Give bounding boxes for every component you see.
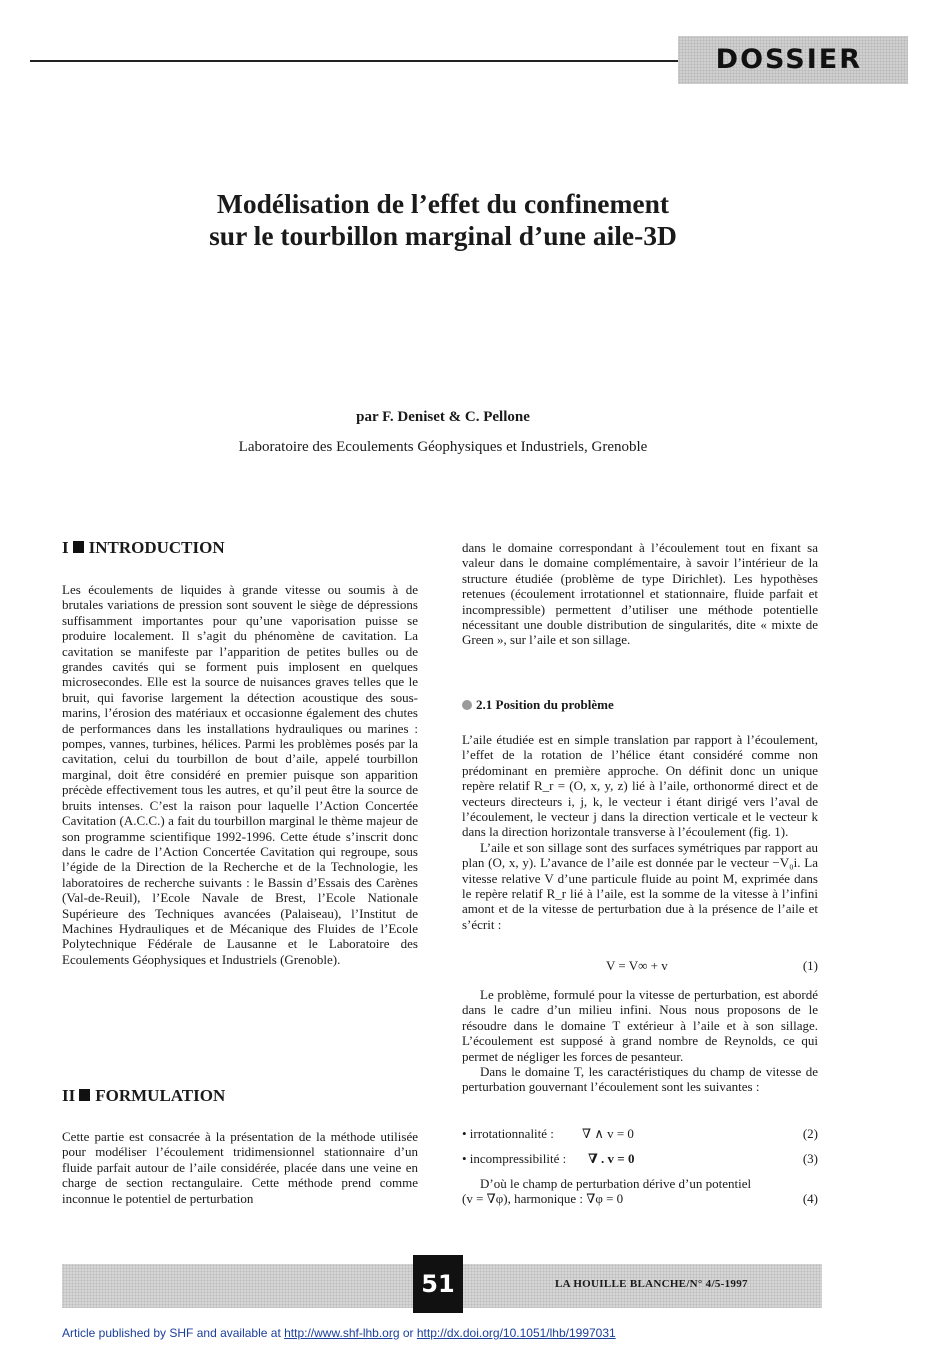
square-bullet-icon xyxy=(73,541,84,553)
article-title xyxy=(0,188,886,252)
notice-prefix: Article published by SHF and available at xyxy=(62,1326,285,1340)
subsection-paragraph-2: L’aile et son sillage sont des surfaces symétriques par rapport au plan (O, x, y). L’avance de l’aile est donnée par le vecteur −V₀i. La vitesse relative V d’une particule fluide au point M, exprimée dans le repère relatif R_r lié à l’aile, est la somme de la vitesse à l’infini amont et de la vitesse de perturbation due à la présence de l’aile et s’écrit : xyxy=(462,839,818,932)
intro-body xyxy=(62,582,418,967)
equation-2-number: (2) xyxy=(802,1126,818,1141)
grey-dot-icon xyxy=(462,700,472,710)
equation-4 xyxy=(462,1191,818,1209)
section-label: DOSSIER xyxy=(715,44,862,75)
equation-4-formula: (v = ∇φ), harmonique : ∇φ = 0 xyxy=(462,1191,624,1206)
formulation-title: FORMULATION xyxy=(95,1086,226,1105)
equation-1-formula: V = V∞ + v xyxy=(606,958,668,973)
shf-link[interactable]: http://www.shf-lhb.org xyxy=(284,1326,400,1340)
subsection-body-cont xyxy=(462,987,818,1095)
affiliation: Laboratoire des Ecoulements Géophysiques et Industriels, Grenoble xyxy=(238,439,648,455)
intro-paragraph: Les écoulements de liquides à grande vitesse ou soumis à de brutales variations de pression sont souvent le siège de dépressions suffisamment importantes pour qu’une vaporisation puisse se produire localement. Il s’agit du phénomène de cavitation. La cavitation se manifeste par l’apparition de petites bulles ou de grandes cavités qui se forment puis implosent en quelques microsecondes. Elle est la source de nuisances graves telles que le bruit, qui favorise largement la détection acoustique des sous-marins, l’érosion des matériaux et occasionne également des chutes de performances dans les installations hydrauliques ou marines : pompes, vannes, turbines, hélices. Parmi les problèmes posés par la cavitation, celui du tourbillon de bout d’aile, appelé tourbillon marginal, doit être considéré en premier puisque son apparition précède effectivement tous les autres, et qu’il peut être la source de bruits intenses. C’est la raison pour laquelle l’Action Concertée Cavitation (A.C.C.) a fait du tourbillon marginal le thème majeur de son programme scientifique 1992-1996. Cette étude s’inscrit donc dans le cadre de l’Action Concertée Cavitation qui regroupe, sous l’égide de la Direction de la Recherche et de la Technologie, les laboratoires de recherche suivants : le Bassin d’Essais des Carènes (Val-de-Reuil), l’Ecole Navale de Brest, l’Ecole Nationale Supérieure des Techniques avancées (Palaiseau), l’Institut de Machines Hydrauliques et de Mécanique des Fluides de l’Ecole Polytechnique Fédérale de Lausanne et le Laboratoire des Ecoulements Géophysiques et Industriels (Grenoble). xyxy=(62,582,418,967)
doi-link[interactable]: http://dx.doi.org/10.1051/lhb/1997031 xyxy=(416,1326,616,1340)
header-rule xyxy=(30,60,680,62)
equation-2-formula: ∇ ∧ v = 0 xyxy=(582,1126,634,1141)
formulation-heading xyxy=(62,1086,225,1106)
journal-reference: LA HOUILLE BLANCHE/N° 4/5-1997 xyxy=(555,1278,748,1290)
equation-1 xyxy=(462,958,818,976)
notice-mid: or xyxy=(399,1326,417,1340)
subsection-paragraph-1: L’aile étudiée est en simple translation par rapport à l’écoulement, l’effet de la rotation de l’hélice étant considéré comme non prédominant en première approche. On définit donc un unique repère relatif R_r = (O, x, y, z) lié à l’aile, orthonormé direct et de vecteurs directeurs i, j, k, le vecteur i étant dirigé vers l’aval de l’écoulement, le vecteur j dans la direction verticale et le vecteur k dans la direction horizontale transverse à l’écoulement (fig. 1). xyxy=(462,732,818,840)
equation-2-label: • irrotationnalité : xyxy=(462,1126,554,1141)
formulation-paragraph: Cette partie est consacrée à la présentation de la méthode utilisée pour modéliser l’écoulement tridimensionnel stationnaire d’un fluide parfait autour de l’aile considérée, placée dans une veine en charge de section rectangulaire. Cette méthode prend comme inconnue le potentiel de perturbation xyxy=(62,1129,418,1206)
equation-3-label: • incompressibilité : xyxy=(462,1151,567,1166)
square-bullet-icon xyxy=(79,1089,90,1101)
right-column-intro xyxy=(462,540,818,648)
subsection-paragraph-4: Dans le domaine T, les caractéristiques du champ de vitesse de perturbation gouvernant l’écoulement sont les suivantes : xyxy=(462,1064,818,1095)
title-line-1: Modélisation de l’effet du confinement xyxy=(216,188,670,219)
right-column-paragraph: dans le domaine correspondant à l’écoulement tout en fixant sa valeur dans le domaine complémentaire, à savoir l’intérieur de la structure étudiée (problème de type Dirichlet). Les hypothèses retenues (écoulement irrotationnel et stationnaire, fluide parfait et incompressible) permettent d’utiliser une méthode potentielle nécessitant une double distribution de singularités, dite « mixte de Green », sur l’aile et son sillage. xyxy=(462,540,818,648)
subsection-body xyxy=(462,732,818,932)
equation-4-number: (4) xyxy=(802,1191,818,1206)
title-line-2: sur le tourbillon marginal d’une aile-3D xyxy=(209,220,677,251)
equation-3-number: (3) xyxy=(802,1151,818,1166)
subsection-paragraph-3: Le problème, formulé pour la vitesse de perturbation, est abordé dans le cadre d’un milieu infini. Nous nous proposons de le résoudre dans le domaine T extérieur à l’aile et à son sillage. L’écoulement est supposé à grand nombre de Reynolds, ce qui permet de négliger les forces de pesanteur. xyxy=(462,987,818,1064)
page-number: 51 xyxy=(413,1255,463,1313)
potential-paragraph xyxy=(462,1176,818,1191)
formulation-number: II xyxy=(62,1086,76,1105)
potential-line-1: D’où le champ de perturbation dérive d’un potentiel xyxy=(480,1176,752,1191)
equation-1-number: (1) xyxy=(802,958,818,973)
subsection-title: 2.1 Position du problème xyxy=(476,697,614,712)
intro-heading xyxy=(62,538,225,558)
subsection-heading xyxy=(462,697,614,713)
section-banner xyxy=(678,36,908,84)
intro-number: I xyxy=(62,538,69,557)
equation-2 xyxy=(462,1126,818,1144)
publication-notice xyxy=(62,1326,616,1340)
equation-3 xyxy=(462,1151,818,1169)
formulation-body xyxy=(62,1129,418,1206)
byline: par F. Deniset & C. Pellone xyxy=(356,409,530,425)
equation-3-formula: ∇ . v = 0 xyxy=(588,1151,635,1166)
intro-title: INTRODUCTION xyxy=(88,538,225,557)
